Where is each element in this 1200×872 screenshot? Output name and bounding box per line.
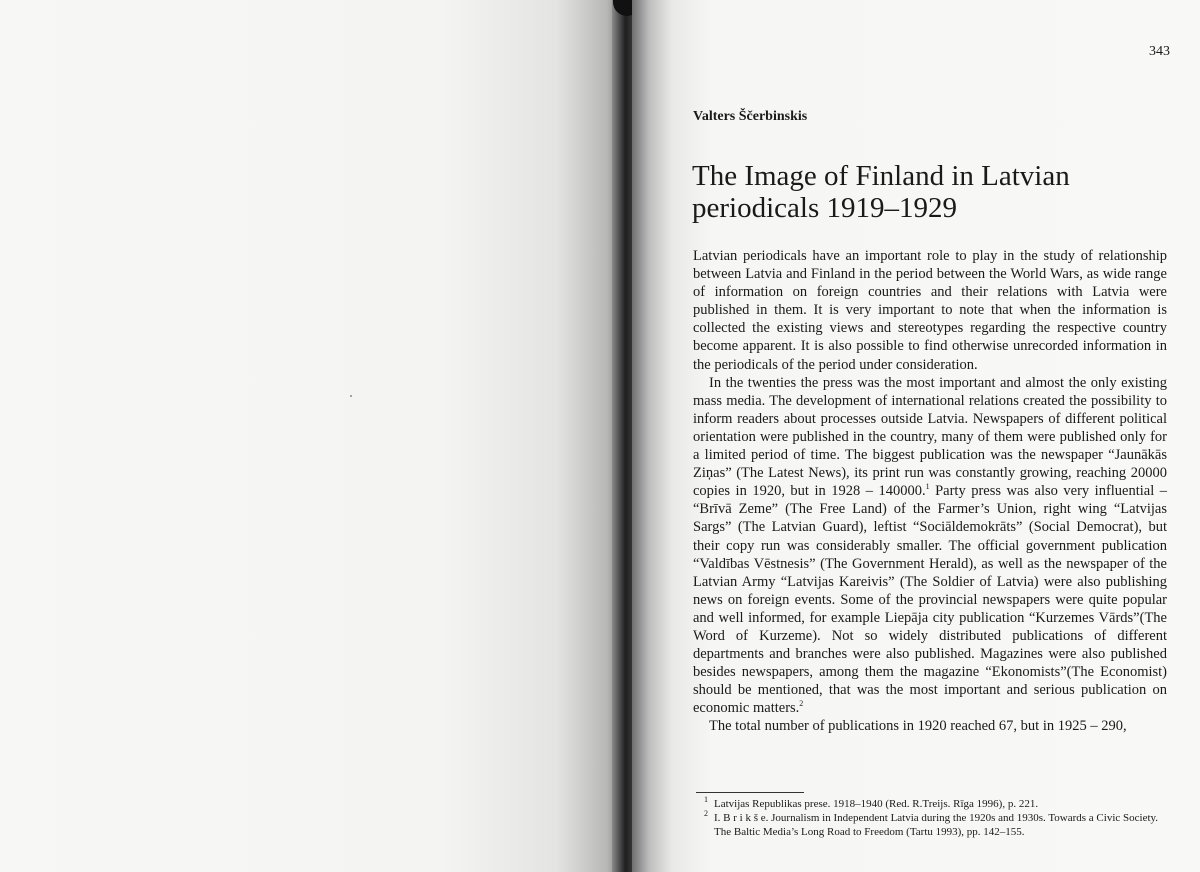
article-title: The Image of Finland in Latvian periodicals 1919–1929 [692, 160, 1070, 224]
footnote-item: $^2$ I. B r i k š e. Journalism in Independent Latvia during the 1920s and 1930s. Towards a Civic Society. The Baltic Media’s Long Road to Freedom (Tartu 1993), pp. 142–155. [704, 809, 1159, 838]
page-number: 343 [1149, 44, 1170, 59]
footnote-text: I. B r i k š e. Journalism in Independent Latvia during the 1920s and 1930s. Towards a Civic Society. The Baltic Media’s Long Road to Freedom (Tartu 1993), pp. 142–155. [714, 812, 1159, 838]
footnote-item: $^1$ Latvijas Republikas prese. 1918–1940 (Red. R.Treijs. Rīga 1996), p. 221. [704, 795, 1039, 810]
right-page [632, 0, 1200, 872]
footnotes [696, 797, 1166, 839]
body-paragraph [693, 247, 1167, 374]
paragraph-text: The total number of publications in 1920 reached 67, but in 1925 – 290, [709, 718, 1127, 735]
paragraph-text: Party press was also very influential – “Brīvā Zeme” (The Free Land) of the Farmer’s Union, right wing “Latvijas Sargs” (The Latvian Guard), leftist “Sociāldemokrāts” (Social Democrat), but their copy run was considerably smaller. The official government publication “Valdības Vēstnesis” (The Government Herald), as well as the newspaper of the Latvian Army “Latvijas Kareivis” (The Soldier of Latvia) were also publishing news on foreign events. Some of the provincial newspapers were quite popular and well informed, for example Liepāja city publication “Kurzemes Vārds”(The Word of Kurzeme). Not so widely distributed publications of different departments and branches were also published. Magazines were also published besides newspapers, among them the magazine “Ekonomists”(The Economist) should be mentioned, that was the most important and serious publication on economic matters. [693, 483, 1168, 717]
author-name: Valters Ščerbinskis [693, 109, 808, 124]
body-paragraph [693, 717, 1167, 735]
body-paragraph [693, 374, 1167, 718]
paragraph-text: In the twenties the press was the most important and almost the only existing mass media. The development of international relations created the possibility to inform readers about processes outside Latvia. Newspapers of different political orientation were published in the country, many of them were published only for a limited period of time. The biggest publication was the newspaper “Jaunākās Ziņas” (The Latest News), its print run was constantly growing, reaching 20000 copies in 1920, but in 1928 – 140000. [693, 374, 1167, 500]
footnote-rule [696, 792, 804, 793]
article-body [693, 247, 1167, 736]
footnote-text: Latvijas Republikas prese. 1918–1940 (Red. R.Treijs. Rīga 1996), p. 221. [714, 798, 1039, 810]
paper-speck [350, 395, 352, 397]
paragraph-text: Latvian periodicals have an important role to play in the study of relationship between Latvia and Finland in the period between the World Wars, as wide range of information on foreign countries and their relations with Latvia were published in them. It is very important to note that when the information is collected the existing views and stereotypes regarding the respective country become apparent. It is also possible to find otherwise unrecorded information in the periodicals of the period under consideration. [693, 248, 1167, 373]
footnote-reference[interactable]: 2 [799, 699, 804, 709]
footnote-reference[interactable]: 1 [925, 482, 930, 492]
